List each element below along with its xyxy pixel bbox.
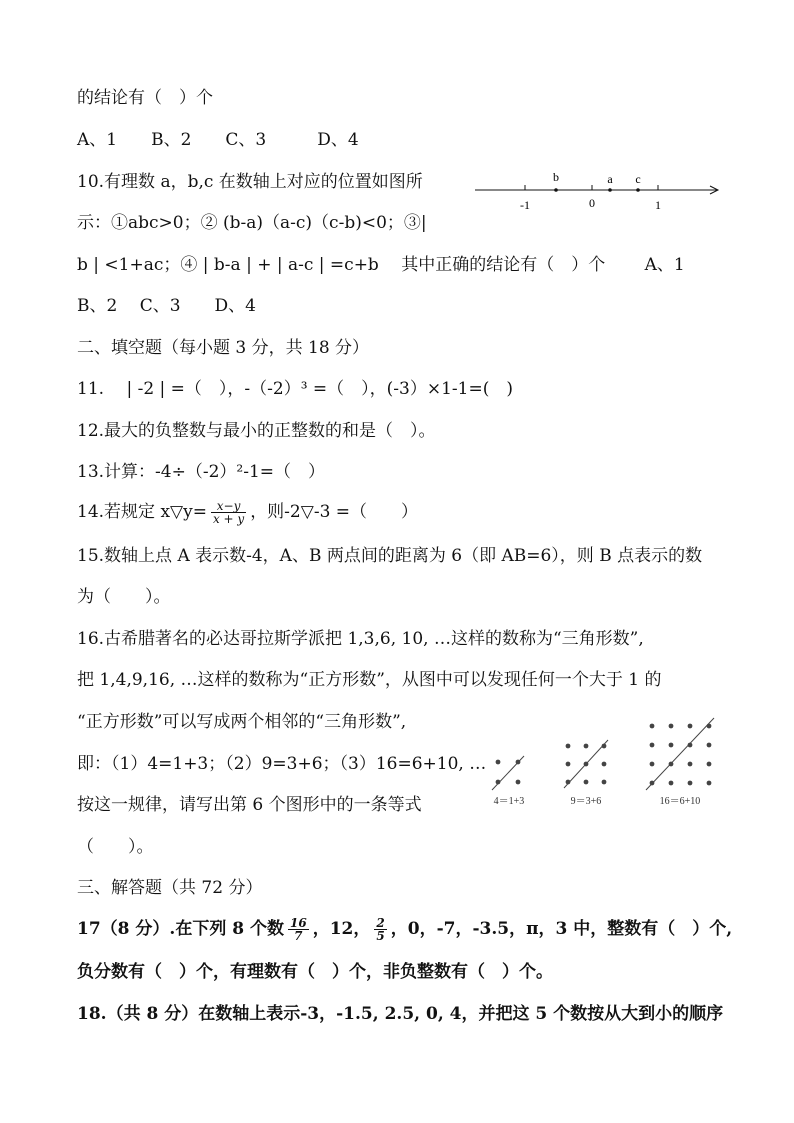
section-heading-solve: 三、解答题（共 72 分） (77, 878, 263, 898)
point-label-b: b (553, 170, 559, 184)
text-line: “正方形数”可以写成两个相邻的“三角形数”, (77, 712, 407, 732)
fraction-denominator: 5 (376, 929, 385, 943)
text-line: 按这一规律，请写出第 6 个图形中的一条等式 (77, 795, 422, 815)
question-10: 10.有理数 a，b,c 在数轴上对应的位置如图所 (77, 172, 423, 192)
text-line: 把 1,4,9,16, …这样的数称为“正方形数”，从图中可以发现任何一个大于 1 的 (77, 670, 662, 690)
point-a (608, 188, 612, 192)
fraction-numerator: x−y (211, 500, 246, 513)
text-line: 即：（1）4=1+3；（2）9=3+6；（3）16=6+10, … (77, 754, 487, 774)
point-b (554, 188, 558, 192)
question-14-prefix: 14.若规定 x▽y= (77, 502, 207, 522)
fraction-16-7 (288, 917, 309, 942)
question-11: 11. | -2 | =（ ），-（-2）³ =（ ），(-3）×1-1=( ) (77, 379, 513, 399)
point-label-c: c (635, 172, 641, 186)
text-line: 示：①abc>0；② (b-a)（a-c)（c-b)<0；③| (77, 213, 427, 233)
question-18: 18.（共 8 分）在数轴上表示-3，-1.5, 2.5, 0, 4，并把这 5 个数按从大到小的顺序 (77, 1004, 724, 1024)
tick-label: -1 (520, 198, 530, 212)
question-16: 16.古希腊著名的必达哥拉斯学派把 1,3,6, 10, …这样的数称为“三角形数”, (77, 629, 644, 649)
options-line: A、1 B、2 C、3 D、4 (77, 130, 359, 150)
question-17 (77, 917, 732, 942)
square-number-figures (480, 712, 720, 812)
options-line: B、2 C、3 D、4 (77, 296, 256, 316)
point-label-a: a (607, 172, 613, 186)
number-line-figure (470, 165, 725, 215)
fraction-denominator: 7 (294, 929, 303, 943)
fraction-denominator: x + y (212, 512, 245, 526)
section-heading-fill-in: 二、填空题（每小题 3 分，共 18 分） (77, 338, 370, 358)
question-13: 13.计算：-4÷（-2）²-1=（ ） (77, 462, 326, 482)
question-12: 12.最大的负整数与最小的正整数的和是（ ）。 (77, 421, 436, 441)
dot-grid-3x3 (564, 740, 608, 788)
dot-grid-2x2 (492, 756, 524, 790)
text-line: 为（ ）。 (77, 587, 171, 607)
question-17-part2: ，12， (312, 919, 371, 939)
dot-grid-4x4 (646, 718, 714, 790)
question-15: 15.数轴上点 A 表示数-4，A、B 两点间的距离为 6（即 AB=6），则 B 点表示的数 (77, 546, 703, 566)
question-17-part3: ，0，-7，-3.5，π，3 中，整数有（ ）个, (390, 919, 733, 939)
fraction-2-5 (374, 917, 386, 942)
answer-blank-line: （ ）。 (77, 837, 154, 857)
point-c (636, 188, 640, 192)
tick-label: 0 (589, 196, 595, 210)
question-14-suffix: ，则-2▽-3 =（ ） (250, 502, 419, 522)
question-17-part1: 17（8 分）.在下列 8 个数 (77, 919, 284, 939)
text-line: b | <1+ac；④ | b-a | + | a-c | =c+b 其中正确的结论有（ ）个 A、1 (77, 255, 685, 275)
fraction-numerator: 2 (376, 916, 385, 930)
text-line: 的结论有（ ）个 (77, 88, 213, 108)
fraction-x-y (211, 500, 246, 525)
caption-4: 4＝1+3 (493, 796, 525, 807)
fraction-numerator: 16 (290, 916, 307, 930)
text-line: 负分数有（ ）个，有理数有（ ）个，非负整数有（ ）个。 (77, 962, 553, 982)
question-14 (77, 500, 418, 525)
caption-9: 9＝3+6 (570, 796, 602, 807)
tick-label: 1 (655, 198, 661, 212)
caption-16: 16＝6+10 (659, 796, 701, 807)
